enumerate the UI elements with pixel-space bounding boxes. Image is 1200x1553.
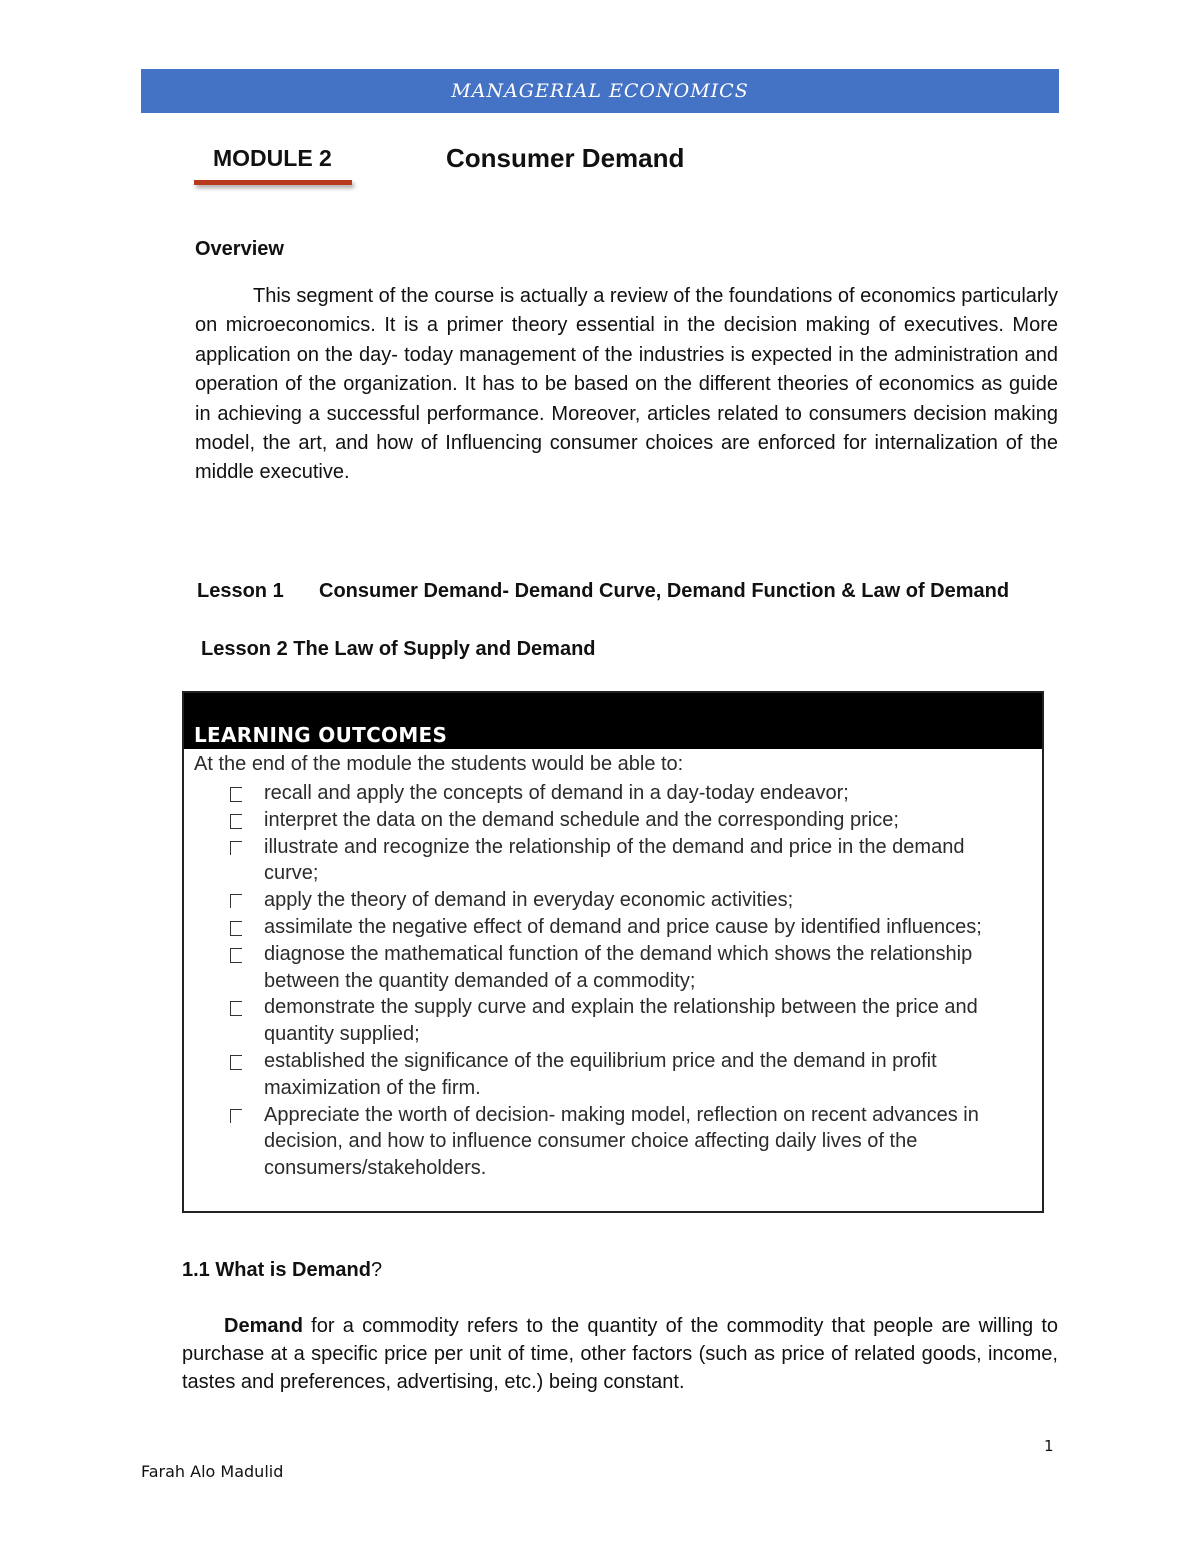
section-heading-text: 1.1 What is Demand xyxy=(182,1259,371,1281)
list-item xyxy=(184,1102,1044,1182)
checkbox-bullet-icon xyxy=(230,814,242,829)
corner-bullet-icon xyxy=(230,894,242,908)
list-item-text: interpret the data on the demand schedule and the corresponding price; xyxy=(264,808,899,831)
checkbox-bullet-icon xyxy=(230,1055,242,1070)
lesson-1-title: Consumer Demand- Demand Curve, Demand Function & Law of Demand xyxy=(319,580,1010,602)
list-item-text: established the significance of the equilibrium price and the demand in profit maximization of the firm. xyxy=(264,1049,937,1099)
learning-outcomes-intro: At the end of the module the students would be able to: xyxy=(194,753,684,775)
list-item xyxy=(184,834,1044,888)
demand-paragraph xyxy=(182,1312,1058,1397)
lesson-1-number: Lesson 1 xyxy=(197,580,284,602)
checkbox-bullet-icon xyxy=(230,787,242,802)
learning-outcomes-header xyxy=(184,693,1042,749)
page-number: 1 xyxy=(1044,1437,1054,1455)
overview-paragraph: This segment of the course is actually a review of the foundations of economics particularly on microeconomics. It is a primer theory essential in the decision making of executives. More application on the day- today management of the industries is expected in the administration and operation of the organization. It has to be based on the different theories of economics as guide in achieving a successful performance. Moreover, articles related to consumers decision making model, the art, and how of Influencing consumer choices are enforced for internalization of the middle executive. xyxy=(195,285,1058,484)
demand-definition: for a commodity refers to the quantity of the commodity that people are willing to purchase at a specific price per unit of time, other factors (such as price of related goods, income, tastes and preferences, advertising, etc.) being constant. xyxy=(182,1315,1058,1394)
footer-author: Farah Alo Madulid xyxy=(141,1462,284,1481)
list-item xyxy=(184,914,1044,941)
list-item xyxy=(184,1048,1044,1102)
checkbox-bullet-icon xyxy=(230,948,242,963)
list-item-text: diagnose the mathematical function of the demand which shows the relationship between the quantity demanded of a commodity; xyxy=(264,942,973,992)
list-item-text: illustrate and recognize the relationship of the demand and price in the demand curve; xyxy=(264,835,965,885)
learning-outcomes-heading: LEARNING OUTCOMES xyxy=(194,723,448,747)
list-item-text: recall and apply the concepts of demand in a day-today endeavor; xyxy=(264,782,849,804)
demand-term: Demand xyxy=(224,1315,303,1337)
list-item xyxy=(184,994,1044,1048)
list-item xyxy=(184,780,1044,807)
list-item xyxy=(184,887,1044,914)
section-heading-suffix: ? xyxy=(370,1259,383,1281)
overview-heading: Overview xyxy=(195,238,284,260)
list-item-text: demonstrate the supply curve and explain the relationship between the price and quantity supplied; xyxy=(264,996,978,1046)
lesson-1 xyxy=(197,577,1057,605)
list-item-text: Appreciate the worth of decision- making model, reflection on recent advances in decision, and how to influence consumer choice affecting daily lives of the consumers/stakeholders. xyxy=(264,1103,979,1180)
module-title: Consumer Demand xyxy=(446,143,685,173)
corner-bullet-icon xyxy=(230,1109,242,1123)
list-item xyxy=(184,941,1044,995)
learning-outcomes-box xyxy=(182,691,1044,1213)
module-label: MODULE 2 xyxy=(213,145,332,171)
checkbox-bullet-icon xyxy=(230,921,242,936)
list-item xyxy=(184,807,1044,834)
module-underline xyxy=(194,180,352,185)
checkbox-bullet-icon xyxy=(230,1001,242,1016)
list-item-text: assimilate the negative effect of demand and price cause by identified influences; xyxy=(264,915,982,938)
corner-bullet-icon xyxy=(230,841,242,855)
running-header-title: MANAGERIAL ECONOMICS xyxy=(451,80,749,102)
learning-outcomes-list xyxy=(184,780,1044,1182)
lesson-2: Lesson 2 The Law of Supply and Demand xyxy=(201,638,596,660)
section-heading xyxy=(182,1259,382,1282)
list-item-text: apply the theory of demand in everyday economic activities; xyxy=(264,889,794,912)
running-header xyxy=(141,69,1059,113)
